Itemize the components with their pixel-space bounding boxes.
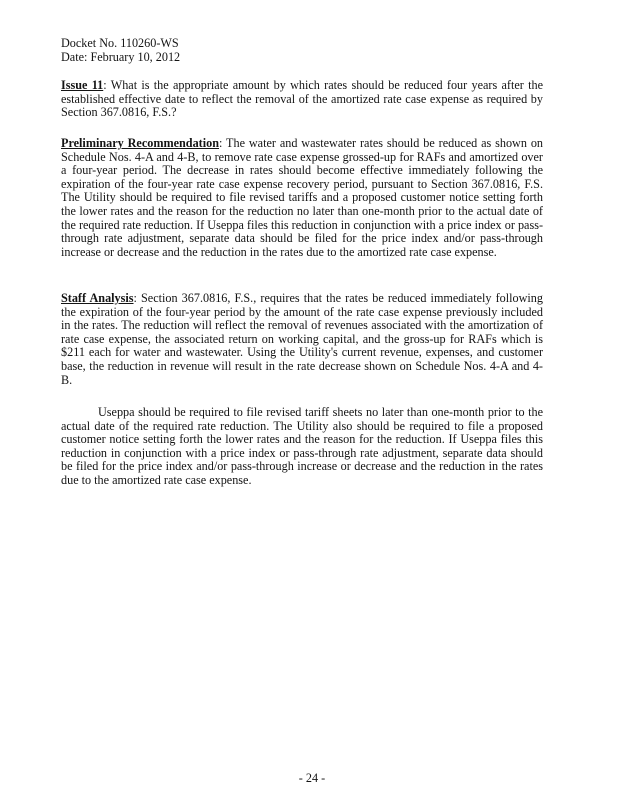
issue-label: Issue 11 [61,78,104,92]
preliminary-recommendation-text: : The water and wastewater rates should be reduced as shown on Schedule Nos. 4-A and 4-B, to remove rate case expense grossed-up for RAFs and amortized over a four-year period. The decrease in rates should become effective immediately following the expiration of the four-year rate case expense recovery period, pursuant to Section 367.0816, F.S. The Utility should be required to file revised tariffs and a proposed customer notice setting forth the lower rates and the reason for the reduction no later than one-month prior to the actual date of the required rate reduction. If Useppa files this reduction in conjunction with a price index or pass-through rate adjustment, separate data should be filed for the price index and/or pass-through increase or decrease and the reduction in the rates due to the amortized rate case expense. [61,136,544,259]
issue-paragraph [61,79,543,120]
useppa-paragraph: Useppa should be required to file revised tariff sheets no later than one-month prior to the actual date of the required rate reduction. The Utility also should be required to file a proposed customer notice setting forth the lower rates and the reason for the reduction. If Useppa files this reduction in conjunction with a price index or pass-through rate adjustment, separate data should be filed for the price index and/or pass-through increase or decrease and the reduction in the rates due to the amortized rate case expense. [61,405,543,487]
staff-analysis-text: : Section 367.0816, F.S., requires that the rates be reduced immediately following the expiration of the four-year period by the amount of the rate case expense previously included in the rates. The reduction will reflect the removal of revenues associated with the amortization of rate case expense, the associated return on working capital, and the gross-up for RAFs which is $211 each for water and wastewater. Using the Utility's current revenue, expenses, and customer base, the reduction in revenue will result in the rate decrease shown on Schedule Nos. 4-A and 4-B. [61,291,543,387]
staff-analysis-paragraph [61,292,543,387]
staff-analysis-label: Staff Analysis [61,291,134,305]
document-header [61,36,180,64]
document-date: Date: February 10, 2012 [61,50,181,64]
issue-text: : What is the appropriate amount by which rates should be reduced four years after the established effective date to reflect the removal of the amortized rate case expense as required by Section 367.0816, F.S.? [61,78,543,120]
preliminary-recommendation-label: Preliminary Recommendation [61,136,220,150]
docket-number: Docket No. 110260-WS [61,36,179,50]
page-number: - 24 - [298,771,326,785]
preliminary-recommendation-paragraph [61,137,543,259]
